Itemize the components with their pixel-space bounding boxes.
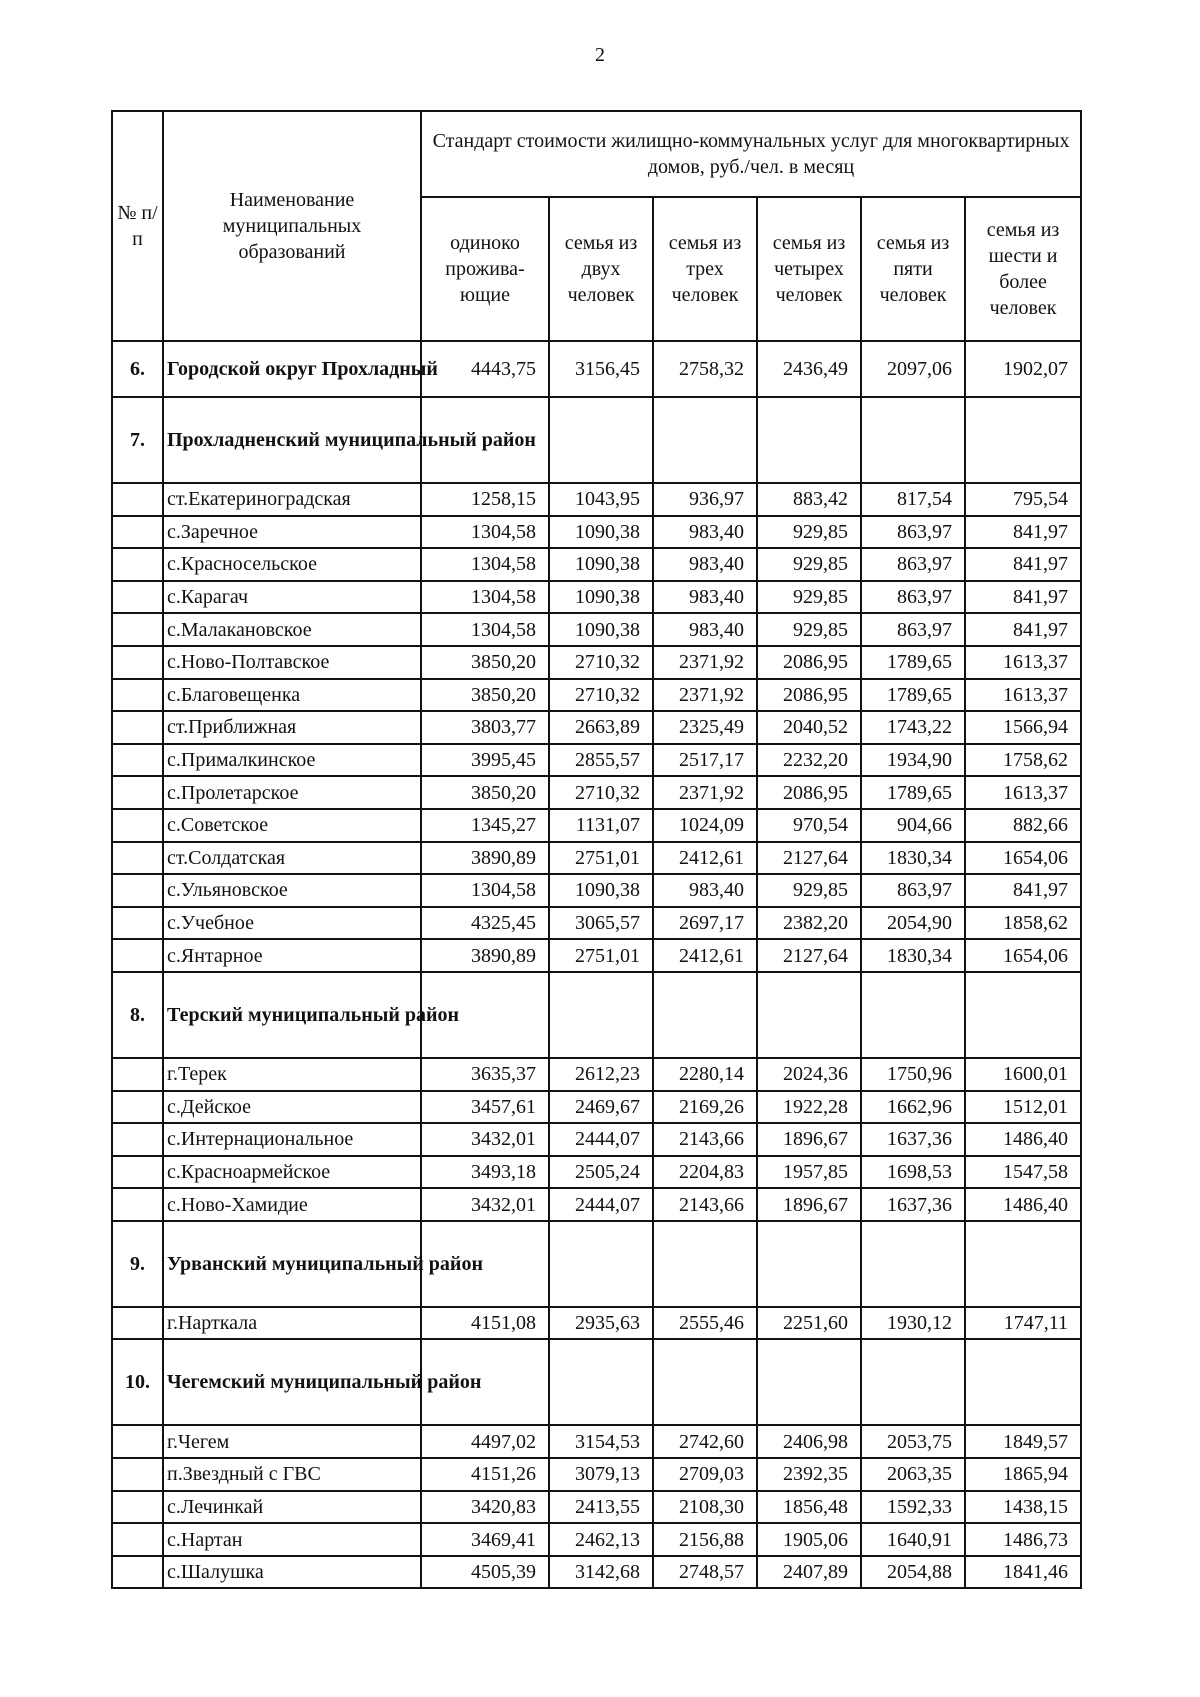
cost-cell: 3850,20 xyxy=(421,646,549,679)
cost-cell: 1486,73 xyxy=(965,1523,1081,1556)
cost-cell: 3154,53 xyxy=(549,1425,653,1458)
cost-cell: 1304,58 xyxy=(421,613,549,646)
cost-cell: 841,97 xyxy=(965,548,1081,581)
table-row xyxy=(112,711,1081,744)
cost-cell: 2156,88 xyxy=(653,1523,757,1556)
cost-cell: 929,85 xyxy=(757,613,861,646)
cost-cell: 1858,62 xyxy=(965,907,1081,940)
row-index xyxy=(112,613,163,646)
cost-cell: 929,85 xyxy=(757,548,861,581)
row-index: 9. xyxy=(112,1221,163,1307)
settlement-name: п.Звездный с ГВС xyxy=(163,1458,421,1491)
cost-cell: 2855,57 xyxy=(549,744,653,777)
cost-cell: 1090,38 xyxy=(549,516,653,549)
settlement-name: г.Чегем xyxy=(163,1425,421,1458)
cost-cell: 1902,07 xyxy=(965,341,1081,397)
table-row xyxy=(112,809,1081,842)
settlement-name: с.Красносельское xyxy=(163,548,421,581)
table-row xyxy=(112,1123,1081,1156)
cost-cell: 983,40 xyxy=(653,548,757,581)
cost-cell: 1090,38 xyxy=(549,581,653,614)
table-row xyxy=(112,1523,1081,1556)
row-index xyxy=(112,1091,163,1124)
settlement-name: г.Нарткала xyxy=(163,1307,421,1340)
cost-cell: 4151,08 xyxy=(421,1307,549,1340)
settlement-name: с.Карагач xyxy=(163,581,421,614)
cost-cell xyxy=(757,1221,861,1307)
cost-cell: 2663,89 xyxy=(549,711,653,744)
cost-cell: 2412,61 xyxy=(653,842,757,875)
cost-cell: 2127,64 xyxy=(757,842,861,875)
cost-cell: 863,97 xyxy=(861,874,965,907)
cost-cell: 2169,26 xyxy=(653,1091,757,1124)
cost-cell: 1131,07 xyxy=(549,809,653,842)
cost-cell xyxy=(653,397,757,483)
row-index xyxy=(112,1307,163,1340)
cost-cell xyxy=(965,1221,1081,1307)
table-row xyxy=(112,613,1081,646)
group-name: Урванский муниципальный район xyxy=(163,1221,421,1307)
cost-cell xyxy=(549,1339,653,1425)
cost-cell: 863,97 xyxy=(861,548,965,581)
cost-cell: 2444,07 xyxy=(549,1188,653,1221)
cost-cell xyxy=(757,972,861,1058)
cost-cell: 1830,34 xyxy=(861,842,965,875)
cost-cell: 1654,06 xyxy=(965,842,1081,875)
cost-cell: 2742,60 xyxy=(653,1425,757,1458)
cost-cell: 2436,49 xyxy=(757,341,861,397)
cost-cell: 2127,64 xyxy=(757,939,861,972)
cost-cell: 1758,62 xyxy=(965,744,1081,777)
group-row xyxy=(112,972,1081,1058)
cost-cell: 4505,39 xyxy=(421,1556,549,1589)
settlement-name: с.Прималкинское xyxy=(163,744,421,777)
cost-cell: 882,66 xyxy=(965,809,1081,842)
cost-cell: 1438,15 xyxy=(965,1491,1081,1524)
row-index xyxy=(112,842,163,875)
cost-cell: 983,40 xyxy=(653,516,757,549)
cost-cell: 841,97 xyxy=(965,613,1081,646)
cost-cell: 3890,89 xyxy=(421,842,549,875)
cost-cell: 929,85 xyxy=(757,516,861,549)
cost-cell: 2505,24 xyxy=(549,1156,653,1189)
table-body xyxy=(112,341,1081,1588)
cost-cell: 2097,06 xyxy=(861,341,965,397)
cost-cell: 1613,37 xyxy=(965,776,1081,809)
cost-cell: 2086,95 xyxy=(757,679,861,712)
cost-cell: 1640,91 xyxy=(861,1523,965,1556)
group-row xyxy=(112,1221,1081,1307)
row-index: 10. xyxy=(112,1339,163,1425)
cost-cell: 1547,58 xyxy=(965,1156,1081,1189)
row-index xyxy=(112,1058,163,1091)
cost-cell: 3457,61 xyxy=(421,1091,549,1124)
cost-cell: 1304,58 xyxy=(421,516,549,549)
group-row xyxy=(112,341,1081,397)
cost-cell: 2710,32 xyxy=(549,679,653,712)
settlement-name: с.Пролетарское xyxy=(163,776,421,809)
cost-cell: 2054,88 xyxy=(861,1556,965,1589)
cost-cell: 970,54 xyxy=(757,809,861,842)
header-name-column: Наименование муниципальных образований xyxy=(163,111,421,341)
row-index xyxy=(112,874,163,907)
cost-cell: 1922,28 xyxy=(757,1091,861,1124)
cost-cell: 904,66 xyxy=(861,809,965,842)
cost-cell: 841,97 xyxy=(965,874,1081,907)
group-name: Прохладненский муниципальный район xyxy=(163,397,421,483)
group-name: Терский муниципальный район xyxy=(163,972,421,1058)
cost-cell: 983,40 xyxy=(653,613,757,646)
cost-cell: 1865,94 xyxy=(965,1458,1081,1491)
cost-cell: 1512,01 xyxy=(965,1091,1081,1124)
cost-cell xyxy=(861,397,965,483)
cost-cell: 2063,35 xyxy=(861,1458,965,1491)
cost-cell: 1905,06 xyxy=(757,1523,861,1556)
cost-cell: 2444,07 xyxy=(549,1123,653,1156)
cost-cell: 1592,33 xyxy=(861,1491,965,1524)
cost-cell: 1856,48 xyxy=(757,1491,861,1524)
settlement-name: с.Красноармейское xyxy=(163,1156,421,1189)
cost-cell: 1896,67 xyxy=(757,1188,861,1221)
cost-cell: 936,97 xyxy=(653,483,757,516)
cost-cell: 2462,13 xyxy=(549,1523,653,1556)
cost-cell: 1486,40 xyxy=(965,1123,1081,1156)
cost-cell: 2371,92 xyxy=(653,679,757,712)
cost-cell: 883,42 xyxy=(757,483,861,516)
cost-cell xyxy=(653,1339,757,1425)
cost-cell: 2710,32 xyxy=(549,776,653,809)
cost-cell: 817,54 xyxy=(861,483,965,516)
group-row xyxy=(112,397,1081,483)
cost-cell: 1830,34 xyxy=(861,939,965,972)
table-row xyxy=(112,1156,1081,1189)
cost-cell: 3079,13 xyxy=(549,1458,653,1491)
cost-cell: 2040,52 xyxy=(757,711,861,744)
settlement-name: г.Терек xyxy=(163,1058,421,1091)
cost-cell: 3995,45 xyxy=(421,744,549,777)
row-index xyxy=(112,679,163,712)
row-index xyxy=(112,1523,163,1556)
cost-cell: 1304,58 xyxy=(421,548,549,581)
settlement-name: с.Нартан xyxy=(163,1523,421,1556)
table-row xyxy=(112,516,1081,549)
cost-cell: 4325,45 xyxy=(421,907,549,940)
cost-cell: 1613,37 xyxy=(965,646,1081,679)
cost-cell: 1789,65 xyxy=(861,776,965,809)
cost-cell: 1930,12 xyxy=(861,1307,965,1340)
cost-cell: 2935,63 xyxy=(549,1307,653,1340)
row-index xyxy=(112,1458,163,1491)
cost-cell: 1486,40 xyxy=(965,1188,1081,1221)
cost-cell: 983,40 xyxy=(653,874,757,907)
settlement-name: с.Шалушка xyxy=(163,1556,421,1589)
cost-cell: 2612,23 xyxy=(549,1058,653,1091)
cost-cell: 3850,20 xyxy=(421,679,549,712)
table-row xyxy=(112,907,1081,940)
tariff-table xyxy=(111,110,1082,1589)
table-row xyxy=(112,874,1081,907)
cost-cell: 2392,35 xyxy=(757,1458,861,1491)
cost-cell: 3469,41 xyxy=(421,1523,549,1556)
cost-cell: 2371,92 xyxy=(653,776,757,809)
cost-cell: 4443,75 xyxy=(421,341,549,397)
cost-cell: 2325,49 xyxy=(653,711,757,744)
cost-cell: 929,85 xyxy=(757,874,861,907)
row-index xyxy=(112,711,163,744)
row-index xyxy=(112,581,163,614)
group-name: Чегемский муниципальный район xyxy=(163,1339,421,1425)
settlement-name: с.Ново-Хамидие xyxy=(163,1188,421,1221)
cost-cell xyxy=(861,1221,965,1307)
cost-cell: 1090,38 xyxy=(549,874,653,907)
cost-cell: 1345,27 xyxy=(421,809,549,842)
header-group-title: Стандарт стоимости жилищно-коммунальных услуг для многоквартирных домов, руб./чел. в месяц xyxy=(421,111,1081,197)
table-row xyxy=(112,842,1081,875)
cost-cell xyxy=(965,972,1081,1058)
table-row xyxy=(112,1091,1081,1124)
table-row xyxy=(112,1491,1081,1524)
cost-cell: 1841,46 xyxy=(965,1556,1081,1589)
table-row xyxy=(112,646,1081,679)
cost-cell: 3850,20 xyxy=(421,776,549,809)
table-row xyxy=(112,1458,1081,1491)
cost-cell: 3635,37 xyxy=(421,1058,549,1091)
cost-cell: 2232,20 xyxy=(757,744,861,777)
cost-cell: 841,97 xyxy=(965,581,1081,614)
cost-cell xyxy=(549,397,653,483)
cost-cell: 4151,26 xyxy=(421,1458,549,1491)
cost-cell: 2143,66 xyxy=(653,1188,757,1221)
page-number: 2 xyxy=(595,44,605,66)
settlement-name: с.Ново-Полтавское xyxy=(163,646,421,679)
table-row xyxy=(112,939,1081,972)
cost-cell: 1613,37 xyxy=(965,679,1081,712)
cost-cell xyxy=(757,397,861,483)
settlement-name: с.Благовещенка xyxy=(163,679,421,712)
cost-cell xyxy=(861,1339,965,1425)
cost-cell: 2024,36 xyxy=(757,1058,861,1091)
cost-cell: 929,85 xyxy=(757,581,861,614)
cost-cell: 983,40 xyxy=(653,581,757,614)
table-row xyxy=(112,776,1081,809)
table-row xyxy=(112,548,1081,581)
cost-cell: 2751,01 xyxy=(549,939,653,972)
cost-cell: 2412,61 xyxy=(653,939,757,972)
table-row xyxy=(112,1425,1081,1458)
cost-cell: 3156,45 xyxy=(549,341,653,397)
settlement-name: с.Ульяновское xyxy=(163,874,421,907)
settlement-name: с.Заречное xyxy=(163,516,421,549)
cost-cell: 1043,95 xyxy=(549,483,653,516)
settlement-name: с.Дейское xyxy=(163,1091,421,1124)
cost-cell: 1024,09 xyxy=(653,809,757,842)
cost-cell: 3890,89 xyxy=(421,939,549,972)
cost-cell: 2555,46 xyxy=(653,1307,757,1340)
settlement-name: с.Советское xyxy=(163,809,421,842)
row-index xyxy=(112,1491,163,1524)
table-row xyxy=(112,1556,1081,1589)
cost-cell: 3432,01 xyxy=(421,1123,549,1156)
table-row xyxy=(112,483,1081,516)
cost-cell: 1566,94 xyxy=(965,711,1081,744)
row-index xyxy=(112,776,163,809)
cost-cell: 863,97 xyxy=(861,581,965,614)
cost-cell: 2469,67 xyxy=(549,1091,653,1124)
cost-cell: 2280,14 xyxy=(653,1058,757,1091)
row-index: 8. xyxy=(112,972,163,1058)
cost-cell: 2407,89 xyxy=(757,1556,861,1589)
table-row xyxy=(112,744,1081,777)
cost-cell: 2758,32 xyxy=(653,341,757,397)
cost-cell: 3493,18 xyxy=(421,1156,549,1189)
header-number-column: № п/п xyxy=(112,111,163,341)
cost-cell xyxy=(861,972,965,1058)
settlement-name: с.Янтарное xyxy=(163,939,421,972)
cost-cell: 3065,57 xyxy=(549,907,653,940)
row-index xyxy=(112,1188,163,1221)
cost-cell: 1090,38 xyxy=(549,548,653,581)
table-row xyxy=(112,1307,1081,1340)
cost-cell xyxy=(653,972,757,1058)
table-row xyxy=(112,679,1081,712)
cost-cell: 3142,68 xyxy=(549,1556,653,1589)
cost-cell xyxy=(653,1221,757,1307)
row-index xyxy=(112,646,163,679)
cost-cell: 2709,03 xyxy=(653,1458,757,1491)
row-index xyxy=(112,516,163,549)
cost-cell: 2054,90 xyxy=(861,907,965,940)
cost-cell: 1090,38 xyxy=(549,613,653,646)
cost-cell: 1662,96 xyxy=(861,1091,965,1124)
row-index xyxy=(112,1425,163,1458)
group-name: Городской округ Прохладный xyxy=(163,341,421,397)
cost-cell: 1304,58 xyxy=(421,874,549,907)
cost-cell: 3420,83 xyxy=(421,1491,549,1524)
settlement-name: с.Учебное xyxy=(163,907,421,940)
cost-cell: 1849,57 xyxy=(965,1425,1081,1458)
cost-cell: 2517,17 xyxy=(653,744,757,777)
cost-cell: 2382,20 xyxy=(757,907,861,940)
settlement-name: с.Интернациональное xyxy=(163,1123,421,1156)
cost-cell: 2406,98 xyxy=(757,1425,861,1458)
cost-cell: 863,97 xyxy=(861,516,965,549)
cost-cell: 4497,02 xyxy=(421,1425,549,1458)
cost-cell: 2413,55 xyxy=(549,1491,653,1524)
row-index xyxy=(112,1123,163,1156)
cost-cell: 2748,57 xyxy=(653,1556,757,1589)
cost-cell: 2371,92 xyxy=(653,646,757,679)
cost-cell: 863,97 xyxy=(861,613,965,646)
cost-cell: 3432,01 xyxy=(421,1188,549,1221)
header-family-6-plus: семья из шести и более человек xyxy=(965,197,1081,341)
cost-cell: 2751,01 xyxy=(549,842,653,875)
table-row xyxy=(112,581,1081,614)
cost-cell: 1637,36 xyxy=(861,1123,965,1156)
row-index: 6. xyxy=(112,341,163,397)
row-index xyxy=(112,809,163,842)
row-index xyxy=(112,1556,163,1589)
row-index xyxy=(112,483,163,516)
settlement-name: ст.Солдатская xyxy=(163,842,421,875)
cost-cell: 1637,36 xyxy=(861,1188,965,1221)
cost-cell: 2143,66 xyxy=(653,1123,757,1156)
cost-cell: 1957,85 xyxy=(757,1156,861,1189)
cost-cell xyxy=(549,972,653,1058)
cost-cell: 1698,53 xyxy=(861,1156,965,1189)
header-family-4: семья из четырех человек xyxy=(757,197,861,341)
cost-cell: 795,54 xyxy=(965,483,1081,516)
cost-cell: 1258,15 xyxy=(421,483,549,516)
cost-cell: 1600,01 xyxy=(965,1058,1081,1091)
cost-cell: 2053,75 xyxy=(861,1425,965,1458)
cost-cell: 841,97 xyxy=(965,516,1081,549)
cost-cell: 2086,95 xyxy=(757,646,861,679)
settlement-name: ст.Приближная xyxy=(163,711,421,744)
table-row xyxy=(112,1188,1081,1221)
row-index xyxy=(112,744,163,777)
group-row xyxy=(112,1339,1081,1425)
cost-cell xyxy=(965,397,1081,483)
cost-cell: 1747,11 xyxy=(965,1307,1081,1340)
cost-cell: 2086,95 xyxy=(757,776,861,809)
cost-cell: 2710,32 xyxy=(549,646,653,679)
cost-cell xyxy=(549,1221,653,1307)
cost-cell: 1789,65 xyxy=(861,679,965,712)
cost-cell: 1304,58 xyxy=(421,581,549,614)
cost-cell xyxy=(965,1339,1081,1425)
cost-cell: 2697,17 xyxy=(653,907,757,940)
row-index xyxy=(112,548,163,581)
cost-cell: 2108,30 xyxy=(653,1491,757,1524)
cost-cell: 3803,77 xyxy=(421,711,549,744)
cost-cell: 1934,90 xyxy=(861,744,965,777)
header-family-2: семья из двух человек xyxy=(549,197,653,341)
row-index xyxy=(112,1156,163,1189)
table-row xyxy=(112,1058,1081,1091)
row-index xyxy=(112,907,163,940)
cost-cell xyxy=(757,1339,861,1425)
cost-cell: 1789,65 xyxy=(861,646,965,679)
cost-cell: 2251,60 xyxy=(757,1307,861,1340)
cost-cell: 2204,83 xyxy=(653,1156,757,1189)
settlement-name: с.Лечинкай xyxy=(163,1491,421,1524)
cost-cell: 1896,67 xyxy=(757,1123,861,1156)
settlement-name: с.Малакановское xyxy=(163,613,421,646)
cost-cell: 1743,22 xyxy=(861,711,965,744)
cost-cell: 1654,06 xyxy=(965,939,1081,972)
row-index xyxy=(112,939,163,972)
settlement-name: ст.Екатериноградская xyxy=(163,483,421,516)
cost-cell: 1750,96 xyxy=(861,1058,965,1091)
header-family-3: семья из трех человек xyxy=(653,197,757,341)
header-single: одиноко прожива-ющие xyxy=(421,197,549,341)
header-family-5: семья из пяти человек xyxy=(861,197,965,341)
row-index: 7. xyxy=(112,397,163,483)
